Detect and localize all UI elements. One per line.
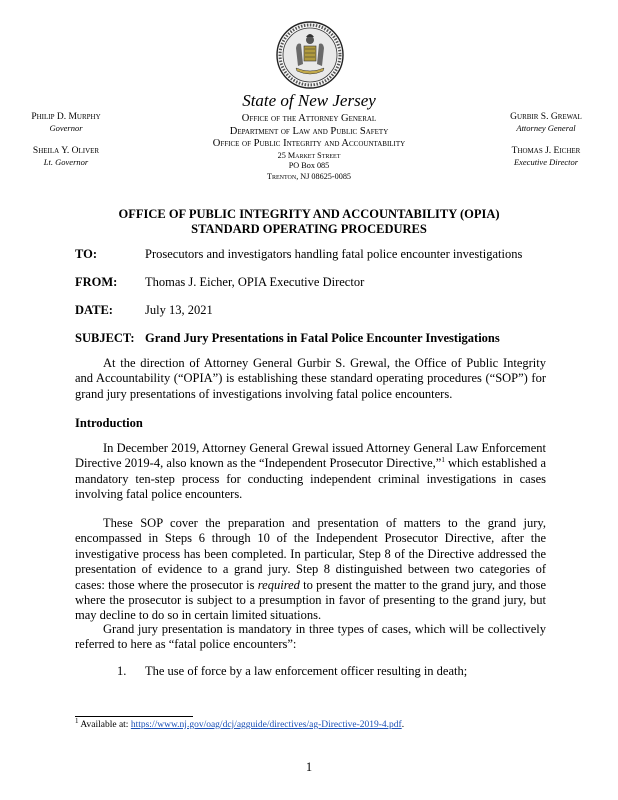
address-line: Trenton, NJ 08625-0085: [266, 171, 352, 181]
paragraph-1: [75, 441, 546, 503]
governor-block: [14, 112, 118, 135]
document-title: [0, 207, 618, 237]
paragraph-text: Grand jury presentation is mandatory in three types of cases, which will be collectively referred to here as “fatal police encounters”:: [75, 622, 546, 652]
official-title: Governor: [49, 123, 83, 133]
official-title: Lt. Governor: [43, 157, 89, 167]
memo-date: [75, 303, 213, 318]
memo-label: TO:: [75, 247, 97, 261]
address-line: PO Box 085: [288, 161, 330, 171]
paragraph-text: At the direction of Attorney General Gurbir S. Grewal, the Office of Public Integrity and Accountability (“OPIA”) is establishing these standard operating procedures (“SOP”) for grand jury presentations of investigations involving fatal police encounters.: [75, 356, 546, 401]
list-item: [117, 664, 467, 679]
official-title: Executive Director: [513, 157, 579, 167]
paragraph-text: [75, 441, 546, 503]
paragraph-2: [75, 516, 546, 624]
footnote-link[interactable]: https://www.nj.gov/oag/dcj/agguide/directives/ag-Directive-2019-4.pdf: [130, 720, 402, 730]
section-heading: Introduction: [75, 416, 143, 430]
memo-value: Thomas J. Eicher, OPIA Executive Director: [145, 275, 365, 289]
state-seal-image: [276, 20, 344, 90]
text-run: In December 2019, Attorney General Grewal issued Attorney General Law Enforcement Directive 2019-4, also known as the “Independent Prosecutor Directive,”: [75, 441, 546, 471]
list-number: 1.: [117, 664, 127, 678]
office-line: Department of Law and Public Safety: [229, 125, 389, 137]
footnote-label: Available at:: [78, 720, 131, 730]
text-run: which established a mandatory ten-step process for conducting independent criminal investigations in cases involving fatal police encounters.: [75, 456, 546, 502]
footnote: [75, 716, 405, 730]
memo-label: FROM:: [75, 275, 118, 289]
state-name: State of New Jersey: [242, 91, 376, 110]
memo-value: Grand Jury Presentations in Fatal Police Encounter Investigations: [145, 331, 500, 345]
official-name: Thomas J. Eicher: [511, 146, 581, 156]
memo-from: [75, 275, 364, 290]
text-run: These SOP cover the preparation and presentation of matters to the grand jury, encompassed in Steps 6 through 10 of the Independent Prosecutor Directive, after the investigative process has been completed. In particular, Step 8 of the Directive addressed the presentation of evidence to a grand jury. Step 8 distinguished between two categories of cases: those where the prosecutor is: [75, 516, 546, 592]
memo-label: DATE:: [75, 303, 113, 317]
memo-value: July 13, 2021: [145, 303, 213, 317]
official-name: Gurbir S. Grewal: [510, 112, 582, 122]
memo-label: SUBJECT:: [75, 331, 135, 345]
list-text: The use of force by a law enforcement officer resulting in death;: [145, 664, 468, 678]
office-line: Office of Public Integrity and Accountability: [212, 138, 406, 150]
paragraph-3: [75, 622, 546, 653]
memo-value: Prosecutors and investigators handling fatal police encounter investigations: [145, 247, 523, 261]
page-number: 1: [305, 760, 313, 774]
paragraph-text: [75, 516, 546, 624]
attorney-general-block: [490, 112, 602, 135]
official-name: Philip D. Murphy: [31, 112, 101, 122]
lt-governor-block: [14, 146, 118, 169]
title-line: STANDARD OPERATING PROCEDURES: [191, 222, 427, 236]
text-run: to present the matter to the grand jury, and those where the prosecutor is subject to a presumption in favor of presenting to the grand jury, but may decline to do so in certain limited situations.: [75, 577, 546, 623]
footnote-divider: [75, 716, 193, 717]
memo-to: [75, 247, 522, 262]
address-line: 25 Market Street: [277, 150, 341, 160]
office-line: Office of the Attorney General: [241, 113, 377, 124]
footnote-number: 1: [75, 716, 79, 725]
title-line: OFFICE OF PUBLIC INTEGRITY AND ACCOUNTABILITY (OPIA): [118, 207, 500, 221]
emphasis: required: [257, 577, 300, 592]
footnote-end: .: [401, 720, 405, 730]
official-name: Sheila Y. Oliver: [32, 146, 100, 156]
intro-paragraph: [75, 356, 546, 402]
official-title: Attorney General: [516, 123, 576, 133]
footnote-ref: 1: [441, 456, 445, 465]
memo-subject: [75, 331, 500, 346]
office-block: [150, 113, 468, 182]
executive-director-block: [490, 146, 602, 169]
